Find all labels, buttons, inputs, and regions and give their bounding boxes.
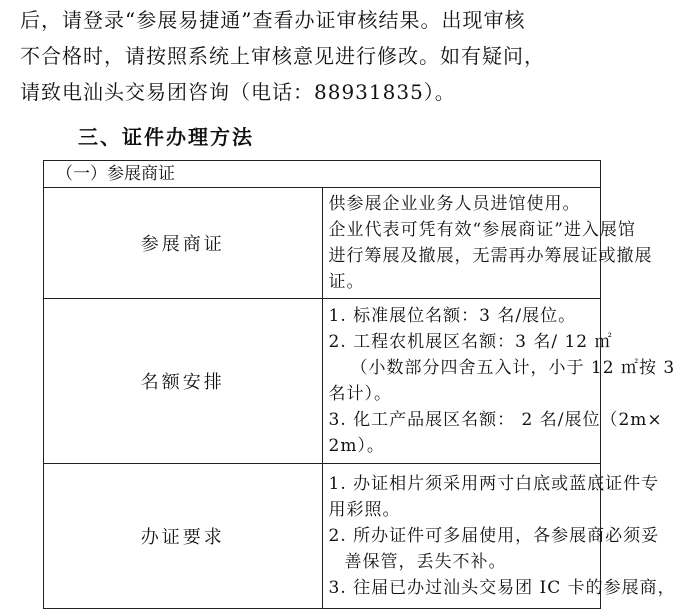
content-line: 1. 办证相片须采用两寸白底或蓝底证件专 — [328, 474, 660, 494]
table-row — [44, 188, 601, 299]
row-label: 参展商证 — [44, 188, 323, 299]
intro-paragraph — [20, 2, 610, 110]
intro-line: 请致电汕头交易团咨询（电话：88931835）。 — [20, 80, 456, 104]
section-heading: 三、证件办理方法 — [78, 125, 254, 149]
table-row — [44, 299, 601, 464]
content-line: 3. 化工产品展区名额： 2 名/展位（2m× — [328, 410, 663, 430]
certificate-table — [43, 160, 676, 609]
content-line: 进行筹展及撤展，无需再办筹展证或撤展 — [328, 246, 653, 266]
content-line: 1. 标准展位名额：3 名/展位。 — [328, 306, 577, 326]
content-line: 名计）。 — [328, 384, 392, 404]
row-content — [322, 188, 653, 299]
content-line: 用彩照。 — [328, 500, 401, 520]
content-line: 善保管，丢失不补。 — [344, 552, 507, 572]
intro-line: 后，请登录“参展易捷通”查看办证审核结果。出现审核 — [20, 8, 526, 32]
content-line: （小数部分四舍五入计，小于 12 ㎡按 3 — [350, 358, 676, 378]
content-line: 2m）。 — [328, 436, 385, 456]
row-label: 名额安排 — [44, 299, 323, 464]
content-line: 3. 往届已办过汕头交易团 IC 卡的参展商， — [328, 578, 676, 598]
intro-line: 不合格时，请按照系统上审核意见进行修改。如有疑问， — [20, 44, 545, 68]
subsection-title: （一）参展商证 — [44, 161, 601, 188]
content-line: 供参展企业业务人员进馆使用。 — [328, 194, 581, 214]
row-content — [322, 464, 676, 609]
content-line: 2. 所办证件可多届使用，各参展商必须妥 — [328, 526, 660, 546]
row-content — [322, 299, 676, 464]
content-line: 2. 工程农机展区名额：3 名/ 12 ㎡ — [328, 332, 613, 352]
row-label: 办证要求 — [44, 464, 323, 609]
content-line: 企业代表可凭有效“参展商证”进入展馆 — [328, 220, 636, 240]
content-line: 证。 — [328, 272, 365, 292]
table-row — [44, 464, 601, 609]
